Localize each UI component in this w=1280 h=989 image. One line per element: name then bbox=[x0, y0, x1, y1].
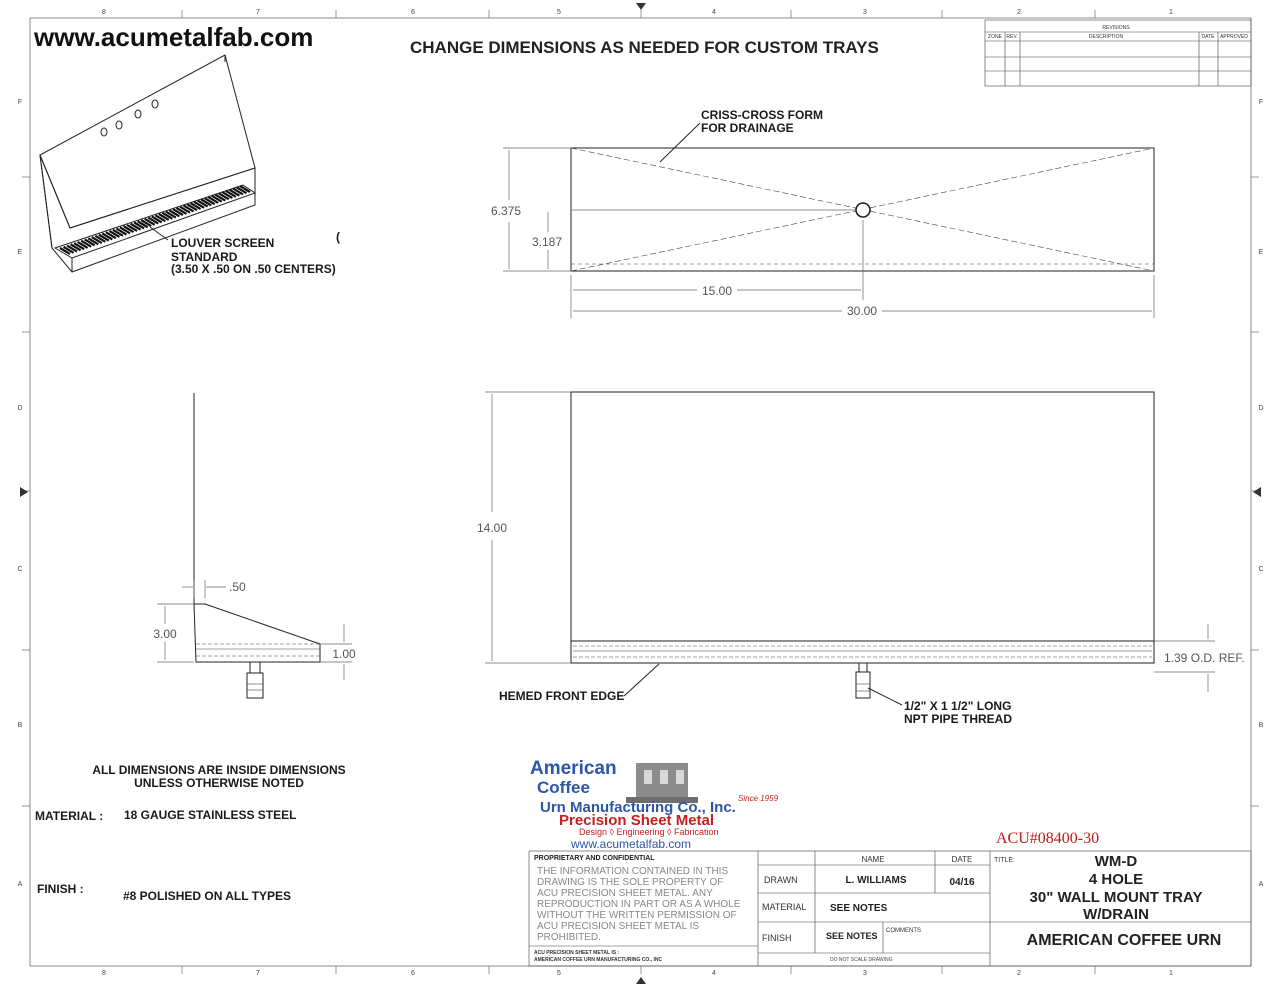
dim-width: 30.00 bbox=[846, 304, 878, 318]
center-mark-top bbox=[636, 3, 646, 10]
date-header: DATE bbox=[951, 855, 973, 864]
zone-letter-left: D bbox=[17, 405, 23, 412]
proprietary-text bbox=[537, 866, 741, 943]
zone-number-bottom: 6 bbox=[411, 970, 415, 977]
inside-dims-note-2: UNLESS OTHERWISE NOTED bbox=[134, 776, 304, 790]
logo-services: Design ◊ Engineering ◊ Fabrication bbox=[579, 827, 719, 837]
material-label: MATERIAL : bbox=[35, 809, 104, 823]
logo-line1: American bbox=[530, 758, 617, 779]
title-line-1: WM-D bbox=[1094, 853, 1138, 870]
zone-number-top: 2 bbox=[1017, 9, 1021, 16]
criss-label-1: CRISS-CROSS FORM bbox=[701, 108, 824, 122]
material-tb-value: SEE NOTES bbox=[830, 903, 888, 914]
dim-side-height: 3.00 bbox=[153, 627, 177, 641]
finish-tb-value: SEE NOTES bbox=[826, 931, 878, 941]
zone-letter-left: F bbox=[17, 99, 23, 106]
logo-url: www.acumetalfab.com bbox=[571, 837, 692, 851]
material-value: 18 GAUGE STAINLESS STEEL bbox=[124, 808, 297, 822]
revisions-approved-header: APPROVED bbox=[1220, 34, 1248, 40]
title-block bbox=[529, 851, 1251, 966]
drawing-heading: CHANGE DIMENSIONS AS NEEDED FOR CUSTOM TRAYS bbox=[410, 38, 879, 57]
louver-label-3: (3.50 X .50 ON .50 CENTERS) bbox=[171, 262, 336, 276]
zone-number-top: 3 bbox=[863, 9, 867, 16]
front-view-outline bbox=[571, 392, 1154, 663]
proprietary-line: PROHIBITED. bbox=[537, 932, 601, 943]
zone-number-bottom: 3 bbox=[863, 970, 867, 977]
logo-line3: Urn Manufacturing Co., Inc. bbox=[540, 799, 736, 816]
center-mark-left bbox=[20, 487, 28, 497]
finish-value: #8 POLISHED ON ALL TYPES bbox=[123, 889, 292, 903]
pipe-label-2: NPT PIPE THREAD bbox=[904, 712, 1013, 726]
zone-letter-right: C bbox=[1258, 566, 1264, 573]
proprietary-line: ACU PRECISION SHEET METAL IS bbox=[537, 921, 700, 932]
proprietary-line: REPRODUCTION IN PART OR AS A WHOLE bbox=[537, 899, 741, 910]
top-view bbox=[491, 108, 1154, 318]
zone-letter-left: E bbox=[17, 249, 23, 256]
revisions-zone-header: ZONE bbox=[988, 34, 1002, 40]
part-number: ACU#08400-30 bbox=[996, 830, 1100, 847]
revisions-date-header: DATE bbox=[1201, 34, 1215, 40]
scale-note: DO NOT SCALE DRAWING bbox=[830, 957, 893, 963]
dim-depth: 6.375 bbox=[490, 204, 522, 218]
zone-letter-right: B bbox=[1258, 722, 1264, 729]
comments-label: COMMENTS bbox=[886, 928, 921, 934]
title-line-2: 4 HOLE bbox=[1088, 871, 1144, 888]
title-line-4: W/DRAIN bbox=[1083, 906, 1149, 923]
proprietary-line: ACU PRECISION SHEET METAL. ANY bbox=[537, 888, 713, 899]
title-line-3: 30" WALL MOUNT TRAY bbox=[1029, 889, 1203, 906]
zone-number-top: 4 bbox=[712, 9, 716, 16]
finish-tb-label: FINISH bbox=[762, 933, 792, 943]
drawn-name: L. WILLIAMS bbox=[845, 875, 907, 886]
faucet-hole-1 bbox=[101, 128, 107, 136]
material-tb-label: MATERIAL bbox=[762, 902, 807, 912]
zone-letter-right: D bbox=[1258, 405, 1264, 412]
dim-front-height: 14.00 bbox=[476, 521, 508, 535]
zone-letter-right: F bbox=[1258, 99, 1264, 106]
zone-number-bottom: 5 bbox=[557, 970, 561, 977]
center-mark-right bbox=[1253, 487, 1261, 497]
faucet-hole-4 bbox=[152, 100, 158, 108]
revisions-block bbox=[985, 20, 1251, 86]
zone-number-top: 1 bbox=[1169, 9, 1173, 16]
revisions-title: REVISIONS bbox=[1102, 25, 1130, 31]
dim-half-depth: 3.187 bbox=[531, 235, 563, 249]
dim-lip: 1.00 bbox=[332, 647, 356, 661]
inside-dims-note-1: ALL DIMENSIONS ARE INSIDE DIMENSIONS bbox=[92, 763, 346, 777]
proprietary-line: DRAWING IS THE SOLE PROPERTY OF bbox=[537, 877, 724, 888]
revisions-description-header: DESCRIPTION bbox=[1088, 34, 1124, 40]
zone-number-bottom: 7 bbox=[256, 970, 260, 977]
footer-left-1: ACU PRECISION SHEET METAL IS : bbox=[534, 950, 620, 956]
side-drain-fitting bbox=[247, 673, 263, 698]
zone-number-top: 6 bbox=[411, 9, 415, 16]
zone-number-bottom: 1 bbox=[1169, 970, 1173, 977]
louver-label-1: LOUVER SCREEN bbox=[171, 236, 275, 250]
faucet-hole-2 bbox=[116, 121, 122, 129]
zone-number-top: 7 bbox=[256, 9, 260, 16]
front-drain-fitting bbox=[856, 672, 870, 698]
logo-line2: Coffee bbox=[537, 778, 590, 797]
dim-od-ref: 1.39 O.D. REF. bbox=[1164, 651, 1245, 665]
side-view bbox=[153, 393, 356, 698]
website-url: www.acumetalfab.com bbox=[34, 22, 314, 52]
dim-half-width: 15.00 bbox=[701, 284, 733, 298]
footer-left-2: AMERICAN COFFEE URN MANUFACTURING CO., INC bbox=[534, 957, 663, 963]
finish-label: FINISH : bbox=[37, 882, 84, 896]
title-label: TITLE: bbox=[994, 857, 1016, 864]
drain-hole bbox=[856, 203, 870, 217]
stray-mark: ( bbox=[336, 230, 340, 244]
zone-number-bottom: 2 bbox=[1017, 970, 1021, 977]
drawn-date: 04/16 bbox=[949, 877, 975, 888]
proprietary-line: WITHOUT THE WRITTEN PERMISSION OF bbox=[537, 910, 737, 921]
zone-number-top: 5 bbox=[557, 9, 561, 16]
dim-thickness: .50 bbox=[229, 580, 246, 594]
iso-back-panel bbox=[40, 55, 255, 228]
zone-number-top: 8 bbox=[102, 9, 106, 16]
proprietary-title: PROPRIETARY AND CONFIDENTIAL bbox=[534, 855, 655, 862]
notes bbox=[35, 763, 346, 903]
logo-precision: Precision Sheet Metal bbox=[559, 812, 715, 829]
front-view bbox=[477, 392, 1245, 726]
faucet-hole-3 bbox=[135, 110, 141, 118]
criss-label-2: FOR DRAINAGE bbox=[701, 121, 794, 135]
zone-letter-right: A bbox=[1258, 881, 1264, 888]
logo-since: Since 1959 bbox=[738, 794, 779, 803]
louver-label-2: STANDARD bbox=[171, 250, 238, 264]
revisions-rev-header: REV. bbox=[1006, 34, 1018, 40]
isometric-view bbox=[40, 55, 340, 276]
zone-letter-left: B bbox=[17, 722, 23, 729]
company-name: AMERICAN COFFEE URN bbox=[1026, 932, 1222, 949]
zone-letter-left: A bbox=[17, 881, 23, 888]
company-logo bbox=[530, 758, 779, 851]
zone-number-bottom: 8 bbox=[102, 970, 106, 977]
drawn-label: DRAWN bbox=[764, 875, 798, 885]
zone-letter-right: E bbox=[1258, 249, 1264, 256]
pipe-label-1: 1/2" X 1 1/2" LONG bbox=[904, 699, 1012, 713]
center-mark-bottom bbox=[636, 977, 646, 984]
name-header: NAME bbox=[861, 855, 885, 864]
hemmed-edge-label: HEMED FRONT EDGE bbox=[499, 689, 625, 703]
proprietary-line: THE INFORMATION CONTAINED IN THIS bbox=[537, 866, 729, 877]
zone-letter-left: C bbox=[17, 566, 23, 573]
zone-number-bottom: 4 bbox=[712, 970, 716, 977]
